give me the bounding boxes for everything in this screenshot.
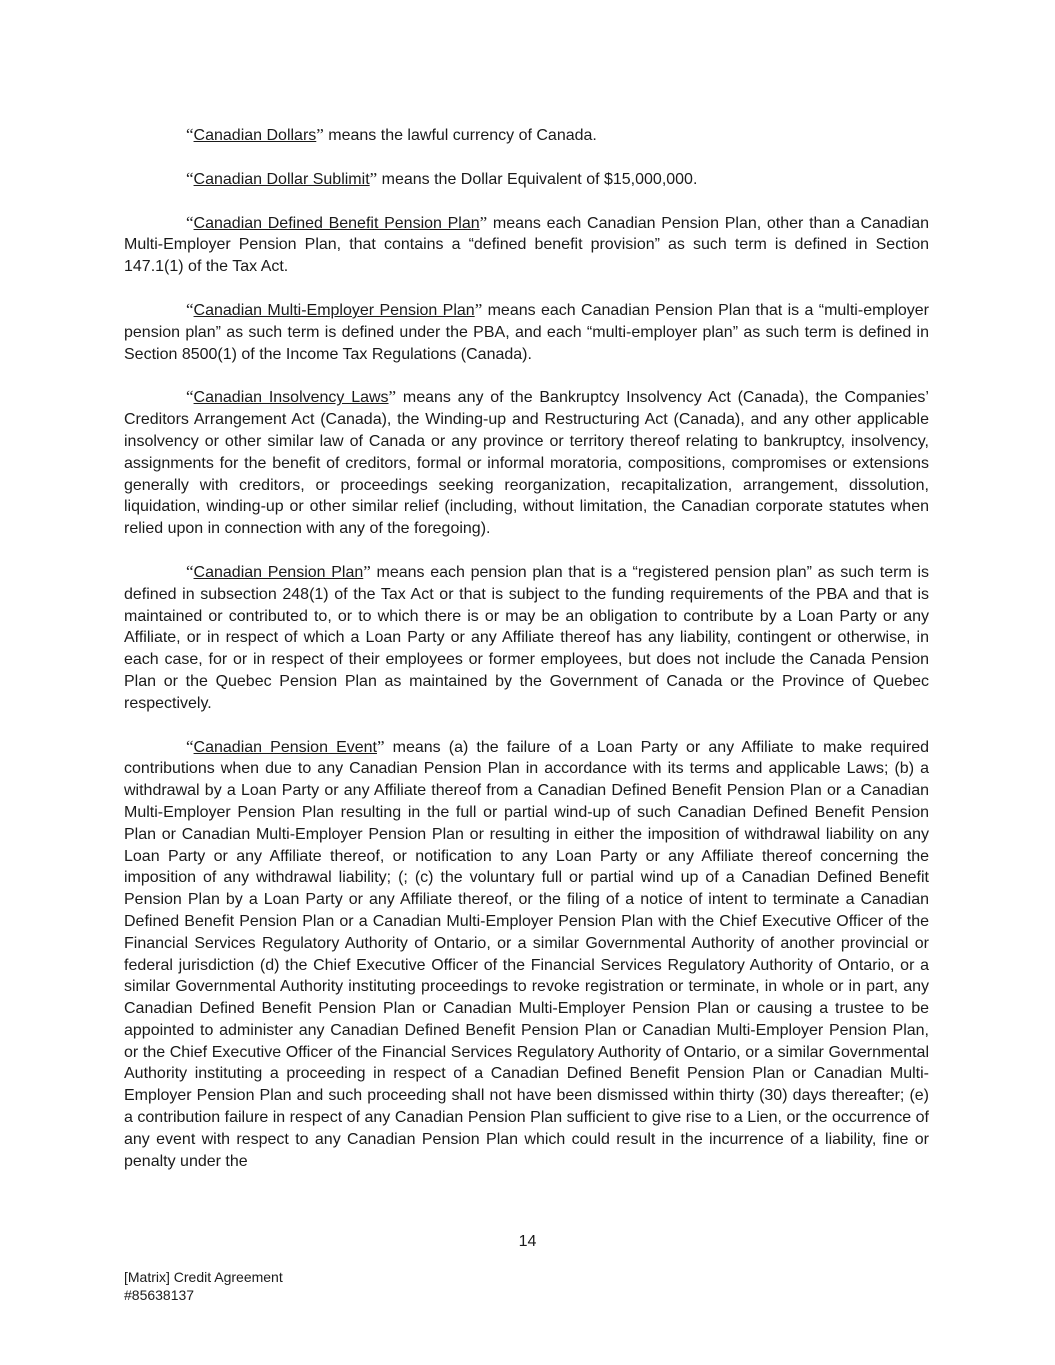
definition-text: means each Canadian Pension Plan, other than a Canadian Multi-Employer Pension Plan, that contains a “defined benefit provision” as such term is defined in Section 147.1(1) of the Tax Act. xyxy=(124,214,929,276)
definition-canadian-pension-event xyxy=(124,736,929,1173)
defined-term: Canadian Dollar Sublimit xyxy=(193,170,370,188)
open-quote: “ xyxy=(186,736,194,756)
close-quote: ” xyxy=(376,736,385,756)
definition-text: means the Dollar Equivalent of $15,000,000. xyxy=(377,170,698,188)
close-quote: ” xyxy=(316,125,324,144)
footer-document-title: [Matrix] Credit Agreement xyxy=(124,1269,283,1285)
defined-term: Canadian Defined Benefit Pension Plan xyxy=(193,214,480,232)
defined-term: Canadian Pension Event xyxy=(193,738,377,756)
close-quote: ” xyxy=(479,212,488,232)
defined-term: Canadian Dollars xyxy=(193,127,317,144)
open-quote: “ xyxy=(186,125,194,144)
page-number: 14 xyxy=(518,1233,537,1250)
open-quote: “ xyxy=(186,212,194,232)
close-quote: ” xyxy=(474,299,483,319)
defined-term: Canadian Insolvency Laws xyxy=(193,389,389,407)
document-body xyxy=(124,124,929,1193)
definition-text: means (a) the failure of a Loan Party or any Affiliate to make required contributions when due to any Canadian Pension Plan in accordance with its terms and applicable Laws; (b) a withdrawal by a Loan Party or any Affiliate thereof from a Canadian Defined Benefit Pension Plan or a Canadian Multi-Employer Pension Plan resulting in the full or partial wind-up of such Canadian Defined Benefit Pension Plan or Canadian Multi-Employer Pension Plan or resulting in either the imposition of withdrawal liability on any Loan Party or any Affiliate thereof, or notification to any Loan Party or any Affiliate thereof concerning the imposition of any withdrawal liability; (; (c) the voluntary full or partial wind up of a Canadian Defined Benefit Pension Plan by a Loan Party or any Affiliate thereof, or the filing of a notice of intent to terminate a Canadian Defined Benefit Pension Plan or a Canadian Multi-Employer Pension Plan with the Chief Executive Officer of the Financial Services Regulatory Authority of Ontario, or a similar Governmental Authority of another provincial or federal jurisdiction (d) the Chief Executive Officer of the Financial Services Regulatory Authority of Ontario, or a similar Governmental Authority instituting proceedings to revoke registration or terminate, in whole or in part, any Canadian Defined Benefit Pension Plan or Canadian Multi-Employer Pension Plan or causing a trustee to be appointed to administer any Canadian Defined Benefit Pension Plan or Canadian Multi-Employer Pension Plan, or the Chief Executive Officer of the Financial Services Regulatory Authority of Ontario, or a similar Governmental Authority instituting a proceeding in respect of a Canadian Defined Benefit Pension Plan or Canadian Multi-Employer Pension Plan and such proceeding shall not have been dismissed within thirty (30) days thereafter; (e) a contribution failure in respect of any Canadian Pension Plan sufficient to give rise to a Lien, or the occurrence of any event with respect to any Canadian Pension Plan which could result in the incurrence of a liability, fine or penalty under the xyxy=(124,738,929,1170)
close-quote: ” xyxy=(369,168,378,188)
definition-text: means any of the Bankruptcy Insolvency Act (Canada), the Companies’ Creditors Arrangement Act (Canada), the Winding-up and Restructuring Act (Canada), and any other applicable insolvency or other similar law of Canada or any province or territory thereof relating to bankruptcy, insolvency, assignments for the benefit of creditors, formal or informal moratoria, compositions, compromises or extensions generally with creditors, or proceedings seeking reorganization, recapitalization, arrangement, dissolution, liquidation, winding-up or other similar relief (including, without limitation, the Canadian corporate statutes when relied upon in connection with any of the foregoing). xyxy=(124,389,929,538)
open-quote: “ xyxy=(186,168,194,188)
definition-text: means each Canadian Pension Plan that is a “multi-employer pension plan” as such term is defined under the PBA, and each “multi-employer plan” as such term is defined in Section 8500(1) of the Income Tax Regulations (Canada). xyxy=(124,301,929,363)
defined-term: Canadian Multi-Employer Pension Plan xyxy=(193,301,475,319)
definition-canadian-pension-plan xyxy=(124,561,929,715)
definition-text: means the lawful currency of Canada. xyxy=(323,127,597,144)
open-quote: “ xyxy=(186,561,194,581)
definition-canadian-dollars xyxy=(124,124,929,147)
definition-canadian-insolvency-laws xyxy=(124,386,929,540)
defined-term: Canadian Pension Plan xyxy=(193,563,364,581)
close-quote: ” xyxy=(388,387,397,407)
open-quote: “ xyxy=(186,387,194,407)
definition-canadian-dollar-sublimit xyxy=(124,168,929,191)
close-quote: ” xyxy=(363,561,371,581)
definition-canadian-multi-employer-pension-plan xyxy=(124,299,929,365)
footer-document-id: #85638137 xyxy=(124,1287,195,1303)
definition-canadian-defined-benefit-pension-plan xyxy=(124,212,929,278)
footer xyxy=(124,1268,283,1304)
open-quote: “ xyxy=(186,299,194,319)
definition-text: means each pension plan that is a “registered pension plan” as such term is defined in subsection 248(1) of the Tax Act or that is subject to the funding requirements of the PBA and that is maintained or contributed to, or to which there is or may be an obligation to contribute by a Loan Party or any Affiliate, or in respect of which a Loan Party or any Affiliate thereof has any liability, contingent or otherwise, in each case, for or in respect of their employees or former employees, but does not include the Canada Pension Plan or the Quebec Pension Plan as maintained by the Government of Canada or the Province of Quebec respectively. xyxy=(124,563,930,712)
